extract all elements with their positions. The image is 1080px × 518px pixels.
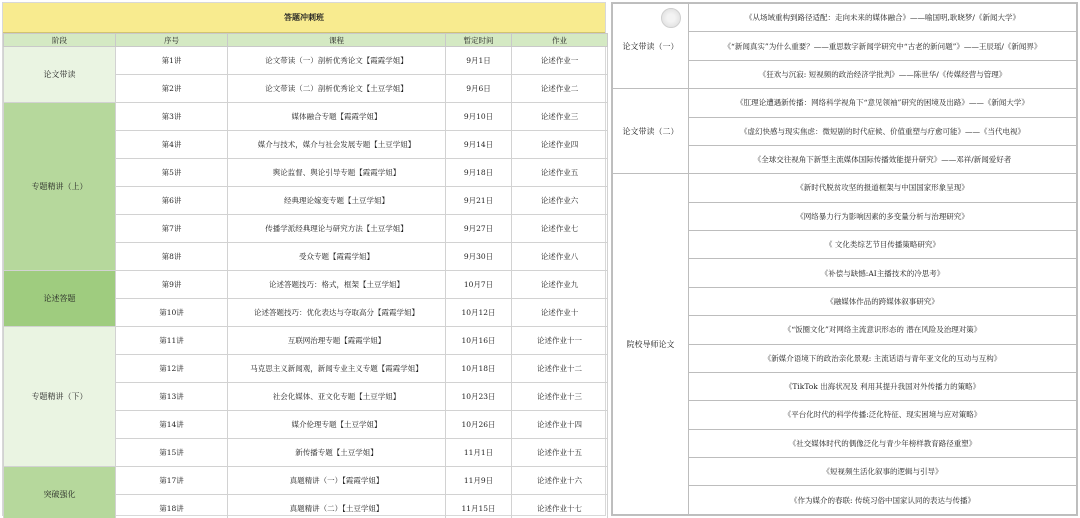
header-number: 序号 (116, 34, 228, 47)
date-cell: 9月21日 (446, 187, 512, 215)
paper-group-label: 论文带读（二） (622, 126, 679, 136)
paper-title-cell: 《短视频生活化叙事的逻辑与引导》 (689, 458, 1077, 486)
course-cell: 媒体融合专题【霞霞学姐】 (228, 103, 446, 131)
paper-row (613, 4, 1077, 32)
paper-title-cell: 《从场域重构到路径适配：走向未来的媒体融合》——喻国明,耿晓梦/《新闻大学》 (689, 4, 1077, 32)
paper-title-cell: 《融媒体作品的跨媒体叙事研究》 (689, 287, 1077, 315)
homework-cell: 论述作业八 (512, 243, 608, 271)
homework-cell: 论述作业十七 (512, 495, 608, 518)
course-cell: 传播学派经典理论与研究方法【土豆学姐】 (228, 215, 446, 243)
schedule-row (4, 103, 608, 131)
header-stage: 阶段 (4, 34, 116, 47)
homework-cell: 论述作业十 (512, 299, 608, 327)
homework-cell: 论述作业十四 (512, 411, 608, 439)
paper-group-label: 论文带读（一） (622, 41, 679, 51)
paper-title-cell: 《网络暴力行为影响因素的多变量分析与治理研究》 (689, 202, 1077, 230)
homework-cell: 论述作业九 (512, 271, 608, 299)
lecture-number-cell: 第5讲 (116, 159, 228, 187)
date-cell: 10月18日 (446, 355, 512, 383)
paper-title-cell: 《新时代脱贫攻坚的报道框架与中国国家形象呈现》 (689, 174, 1077, 202)
paper-row (613, 89, 1077, 117)
date-cell: 10月23日 (446, 383, 512, 411)
date-cell: 9月10日 (446, 103, 512, 131)
course-schedule-table (2, 2, 606, 516)
paper-title-cell: 《狂欢与沉寂: 短视频的政治经济学批判》——陈世华/《传媒经营与管理》 (689, 60, 1077, 88)
date-cell: 10月16日 (446, 327, 512, 355)
paper-group-cell (613, 174, 689, 515)
homework-cell: 论述作业十六 (512, 467, 608, 495)
lecture-number-cell: 第7讲 (116, 215, 228, 243)
header-date: 暂定时间 (446, 34, 512, 47)
lecture-number-cell: 第17讲 (116, 467, 228, 495)
paper-title-cell: 《补偿与缺憾:AI主播技术的冷思考》 (689, 259, 1077, 287)
course-cell: 舆论监督、舆论引导专题【霞霞学姐】 (228, 159, 446, 187)
lecture-number-cell: 第13讲 (116, 383, 228, 411)
date-cell: 9月6日 (446, 75, 512, 103)
paper-title-cell: 《“新闻真实”为什么重要？——重思数字新闻学研究中“古老的新问题”》——王辰瑶/《新闻界》 (689, 32, 1077, 60)
paper-title-cell: 《虚幻快感与现实焦虑：微短剧的时代症候、价值重塑与疗愈可能》——《当代电视》 (689, 117, 1077, 145)
paper-title-cell: 《肛理论遭遇新传播：网络科学视角下“意见领袖”研究的困境及出路》——《新闻大学》 (689, 89, 1077, 117)
paper-title-cell: 《全球交往视角下新型主流媒体国际传播效能提升研究》——邓祥/新闻爱好者 (689, 145, 1077, 173)
lecture-number-cell: 第6讲 (116, 187, 228, 215)
homework-cell: 论述作业四 (512, 131, 608, 159)
paper-title-cell: 《 文化类综艺节目传播策略研究》 (689, 231, 1077, 259)
lecture-number-cell: 第3讲 (116, 103, 228, 131)
homework-cell: 论述作业三 (512, 103, 608, 131)
schedule-row (4, 327, 608, 355)
paper-group-cell (613, 89, 689, 174)
lecture-number-cell: 第4讲 (116, 131, 228, 159)
lecture-number-cell: 第12讲 (116, 355, 228, 383)
homework-cell: 论述作业十一 (512, 327, 608, 355)
schedule-grid (3, 33, 608, 518)
course-cell: 论文带读（一）剖析优秀论文【霞霞学姐】 (228, 47, 446, 75)
date-cell: 11月1日 (446, 439, 512, 467)
paper-group-label: 院校导师论文 (626, 339, 675, 349)
homework-cell: 论述作业十三 (512, 383, 608, 411)
homework-cell: 论述作业五 (512, 159, 608, 187)
course-cell: 社会化媒体、亚文化专题【土豆学姐】 (228, 383, 446, 411)
schedule-row (4, 47, 608, 75)
course-cell: 媒介伦理专题【土豆学姐】 (228, 411, 446, 439)
date-cell: 10月12日 (446, 299, 512, 327)
lecture-number-cell: 第15讲 (116, 439, 228, 467)
date-cell: 10月26日 (446, 411, 512, 439)
paper-title-cell: 《作为媒介的春联: 传统习俗中国家认同的表达与传播》 (689, 486, 1077, 515)
date-cell: 11月15日 (446, 495, 512, 518)
course-cell: 受众专题【霞霞学姐】 (228, 243, 446, 271)
schedule-row (4, 467, 608, 495)
homework-cell: 论述作业十五 (512, 439, 608, 467)
homework-cell: 论述作业一 (512, 47, 608, 75)
lecture-number-cell: 第10讲 (116, 299, 228, 327)
paper-title-cell: 《平台化时代的科学传播:泛化特征、现实困境与应对策略》 (689, 401, 1077, 429)
homework-cell: 论述作业六 (512, 187, 608, 215)
course-cell: 论述答题技巧：优化表达与夺取高分【霞霞学姐】 (228, 299, 446, 327)
lecture-number-cell: 第8讲 (116, 243, 228, 271)
course-cell: 论述答题技巧：格式，框架【土豆学姐】 (228, 271, 446, 299)
course-cell: 媒介与技术，媒介与社会发展专题【土豆学姐】 (228, 131, 446, 159)
stage-cell: 突破强化 (4, 467, 116, 518)
lecture-number-cell: 第9讲 (116, 271, 228, 299)
homework-cell: 论述作业二 (512, 75, 608, 103)
stamp-icon (661, 8, 681, 28)
schedule-body (4, 47, 608, 518)
paper-list-table (611, 2, 1078, 516)
date-cell: 9月27日 (446, 215, 512, 243)
course-cell: 互联网治理专题【霞霞学姐】 (228, 327, 446, 355)
course-cell: 新传播专题【土豆学姐】 (228, 439, 446, 467)
paper-row (613, 174, 1077, 202)
lecture-number-cell: 第14讲 (116, 411, 228, 439)
course-cell: 真题精讲（二）【土豆学姐】 (228, 495, 446, 518)
stage-cell: 专题精讲（上） (4, 103, 116, 271)
course-cell: 马克思主义新闻观，新闻专业主义专题【霞霞学姐】 (228, 355, 446, 383)
date-cell: 9月14日 (446, 131, 512, 159)
date-cell: 10月7日 (446, 271, 512, 299)
stage-cell: 论述答题 (4, 271, 116, 327)
course-cell: 论文带读（二）剖析优秀论文【土豆学姐】 (228, 75, 446, 103)
schedule-row (4, 271, 608, 299)
homework-cell: 论述作业十二 (512, 355, 608, 383)
course-cell: 经典理论嫁变专题【土豆学姐】 (228, 187, 446, 215)
paper-title-cell: 《新媒介语境下的政治亲化景观: 主流话语与青年亚文化的互动与互构》 (689, 344, 1077, 372)
homework-cell: 论述作业七 (512, 215, 608, 243)
paper-grid (612, 3, 1077, 515)
header-homework: 作业 (512, 34, 608, 47)
paper-body (613, 4, 1077, 515)
date-cell: 9月1日 (446, 47, 512, 75)
lecture-number-cell: 第1讲 (116, 47, 228, 75)
stage-cell: 论文带读 (4, 47, 116, 103)
paper-title-cell: 《TikTok 出海状况及 利用其提升我国对外传播力的策略》 (689, 372, 1077, 400)
paper-title-cell: 《社交媒体时代的偶像泛化与青少年榜样教育路径重塑》 (689, 429, 1077, 457)
schedule-title: 答题冲刺班 (3, 3, 605, 33)
header-course: 课程 (228, 34, 446, 47)
paper-group-cell (613, 4, 689, 89)
lecture-number-cell: 第2讲 (116, 75, 228, 103)
schedule-header-row (4, 34, 608, 47)
paper-title-cell: 《“饭圈文化”对网络主流意识形态的 潜在风险及治理对策》 (689, 316, 1077, 344)
date-cell: 11月9日 (446, 467, 512, 495)
course-cell: 真题精讲（一）【霞霞学姐】 (228, 467, 446, 495)
lecture-number-cell: 第11讲 (116, 327, 228, 355)
date-cell: 9月30日 (446, 243, 512, 271)
lecture-number-cell: 第18讲 (116, 495, 228, 518)
date-cell: 9月18日 (446, 159, 512, 187)
stage-cell: 专题精讲（下） (4, 327, 116, 467)
